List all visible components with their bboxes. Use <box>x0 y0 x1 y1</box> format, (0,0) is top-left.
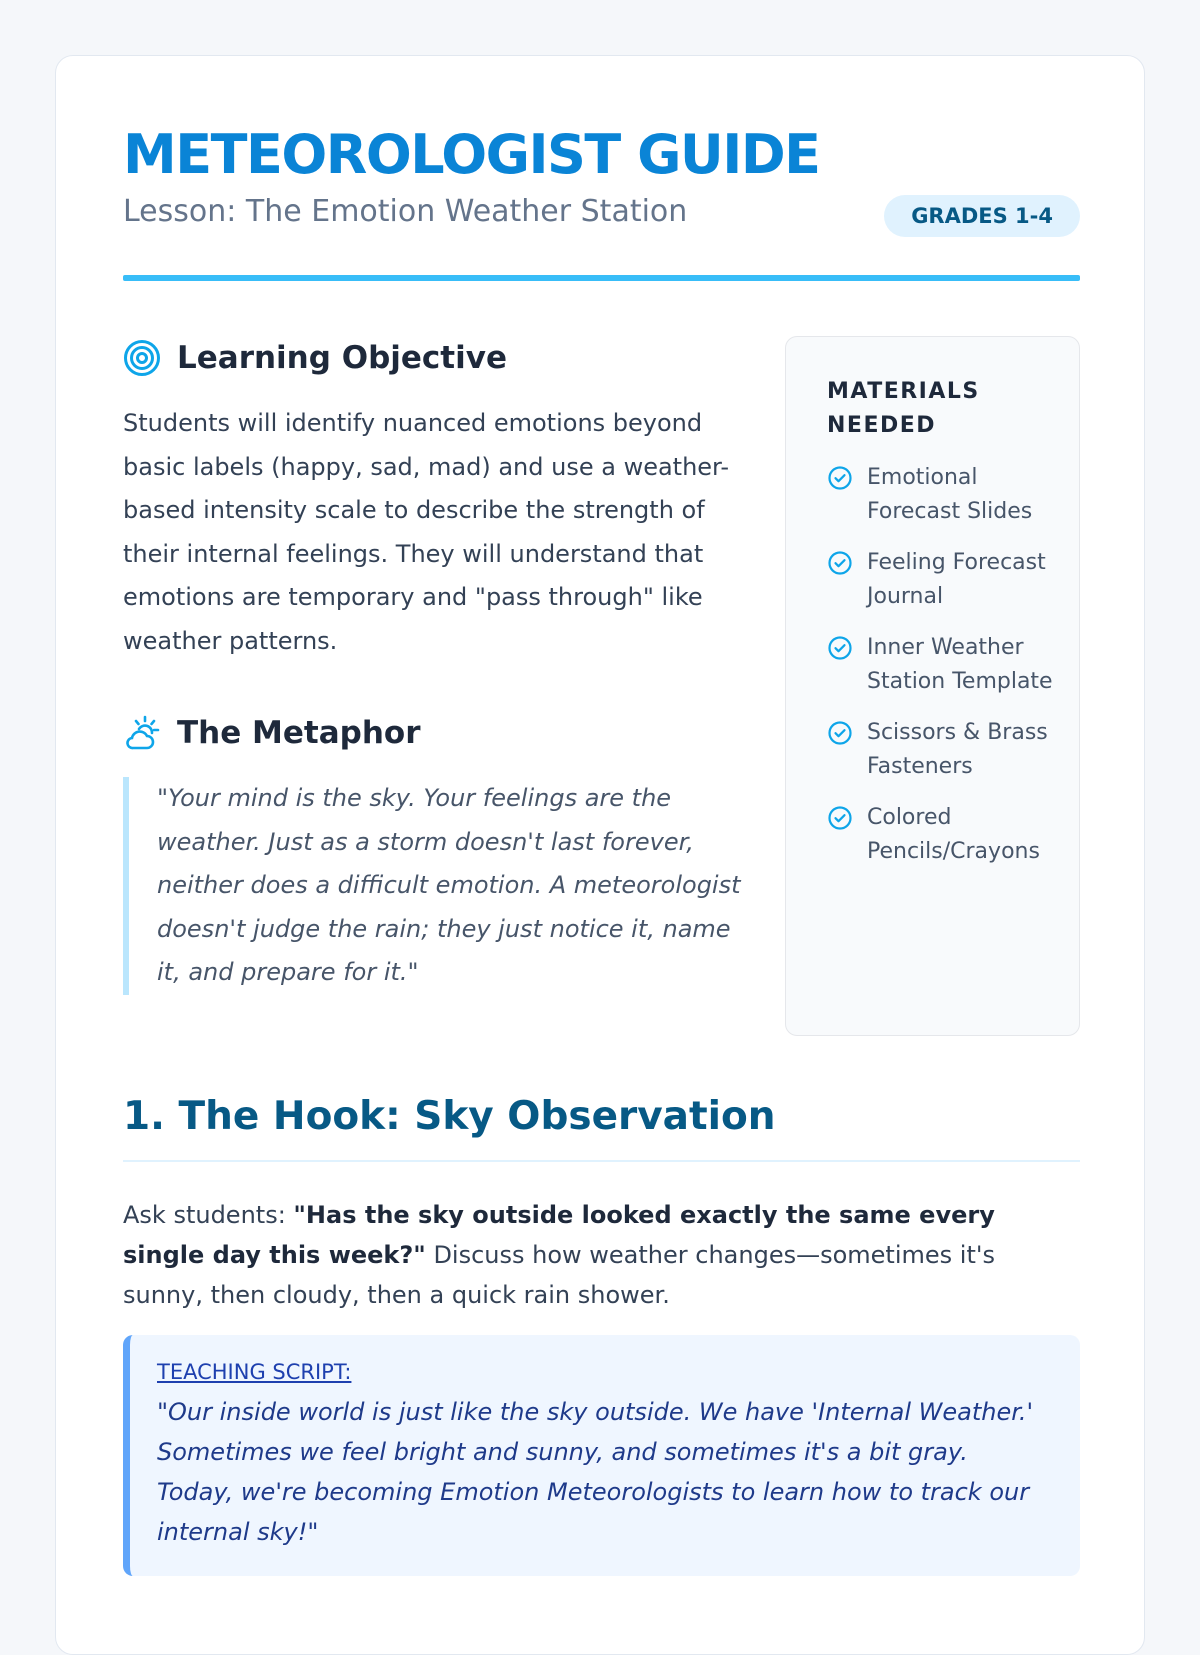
section-title: 1. The Hook: Sky Observation <box>123 1094 776 1139</box>
material-label: Scissors & Brass Fasteners <box>867 720 1048 779</box>
material-item <box>827 801 1059 868</box>
guide-card <box>55 55 1145 1655</box>
header-divider <box>123 275 1080 281</box>
material-item <box>827 631 1059 698</box>
check-circle-icon <box>827 465 853 491</box>
grade-badge: GRADES 1-4 <box>884 195 1080 237</box>
page-title: METEOROLOGIST GUIDE <box>123 123 820 186</box>
check-circle-icon <box>827 635 853 661</box>
metaphor-heading <box>123 711 743 755</box>
script-text: "Our inside world is just like the sky outside. We have 'Internal Weather.' Sometimes we feel bright and sunny, and sometimes it's a bit gray. Today, we're becoming Emotion Meteorologists to learn how to track our internal sky!" <box>157 1398 1034 1546</box>
left-column <box>123 336 743 995</box>
hook-paragraph <box>123 1195 1080 1315</box>
objective-text: Students will identify nuanced emotions beyond basic labels (happy, sad, mad) and use a weather-based intensity scale to describe the strength of their internal feelings. They will understand that emotions are temporary and "pass through" like weather patterns. <box>123 409 730 655</box>
target-icon <box>123 339 161 377</box>
material-item <box>827 461 1059 528</box>
material-label: Colored Pencils/Crayons <box>867 805 1040 864</box>
lesson-subtitle: Lesson: The Emotion Weather Station <box>123 194 688 229</box>
objective-heading-text: Learning Objective <box>177 340 507 376</box>
metaphor-heading-text: The Metaphor <box>177 715 421 751</box>
section-divider <box>123 1160 1080 1162</box>
check-circle-icon <box>827 805 853 831</box>
hook-question: "Has the sky outside looked exactly the same every single day this week?" <box>123 1201 995 1269</box>
metaphor-quote: "Your mind is the sky. Your feelings are the weather. Just as a storm doesn't last forever, neither does a difficult emotion. A meteorologist doesn't judge the rain; they just notice it, name it, and prepare for it." <box>123 777 743 995</box>
script-label: TEACHING SCRIPT: <box>157 1360 352 1384</box>
cloud-sun-icon <box>123 714 161 752</box>
hook-intro: Ask students: <box>123 1201 294 1229</box>
materials-panel <box>785 336 1080 1036</box>
materials-heading: MATERIALS NEEDED <box>827 379 980 438</box>
teaching-script-box <box>123 1335 1080 1576</box>
material-item <box>827 716 1059 783</box>
check-circle-icon <box>827 550 853 576</box>
material-label: Inner Weather Station Template <box>867 635 1053 694</box>
check-circle-icon <box>827 720 853 746</box>
hook-followup: Discuss how weather changes—sometimes it's sunny, then cloudy, then a quick rain shower. <box>123 1241 995 1309</box>
material-item <box>827 546 1059 613</box>
objective-heading <box>123 336 743 380</box>
material-label: Feeling Forecast Journal <box>867 550 1046 609</box>
material-label: Emotional Forecast Slides <box>867 465 1033 524</box>
